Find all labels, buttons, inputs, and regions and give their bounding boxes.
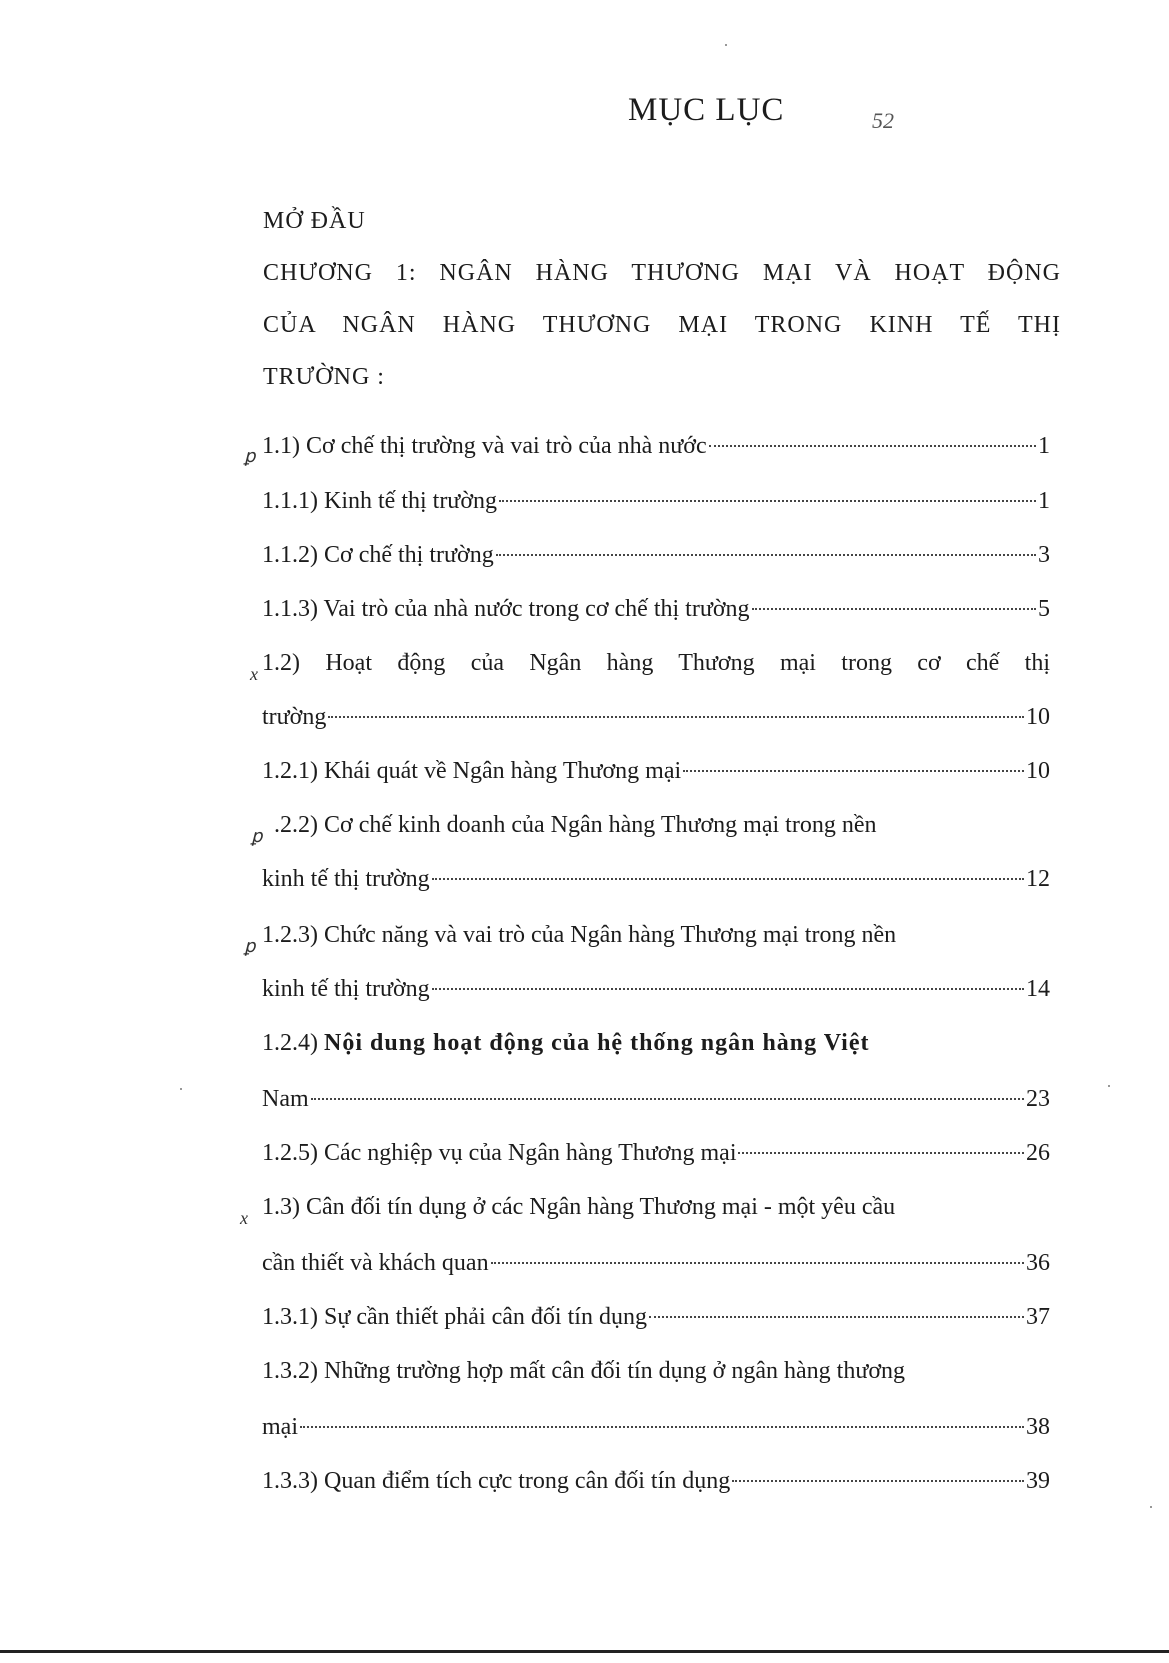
toc-page-number: 39 [1026,1468,1050,1494]
toc-entry-label: Nam [262,1086,309,1112]
margin-mark-3: ꝑ [251,826,263,846]
toc-page-number: 26 [1026,1140,1050,1166]
scan-speck [725,44,727,46]
toc-entry-label: kinh tế thị trường [262,866,430,892]
toc-entry-label: 1.2.5) Các nghiệp vụ của Ngân hàng Thương mại [262,1140,737,1166]
scan-speck [1108,1085,1110,1087]
toc-entry-label: 1.1) Cơ chế thị trường và vai trò của nhà nước [262,433,707,459]
toc-entry-1-3-2[interactable] [262,1414,1050,1450]
toc-page-number: 38 [1026,1414,1050,1440]
toc-page-number: 10 [1026,704,1050,730]
toc-entry-1-2-line1[interactable]: 1.2) Hoạt động của Ngân hàng Thương mại trong cơ chế thị [262,650,1050,676]
toc-entry-label: 1.2.1) Khái quát về Ngân hàng Thương mại [262,758,682,784]
toc-entry-1-3[interactable] [262,1250,1050,1286]
toc-leader-dots [499,499,1036,502]
toc-leader-dots [649,1315,1024,1318]
toc-entry-1-3-2-line1[interactable]: 1.3.2) Những trường hợp mất cân đối tín dụng ở ngân hàng thương [262,1358,906,1384]
toc-leader-dots [432,877,1024,880]
toc-entry-label: cần thiết và khách quan [262,1250,489,1276]
toc-entry-bold-label: Nội dung hoạt động của hệ thống ngân hàng Việt [324,1030,870,1056]
margin-mark-5: x [240,1208,248,1228]
intro-heading: MỞ ĐẦU [263,208,366,234]
toc-entry-label: 1.1.3) Vai trò của nhà nước trong cơ chế thị trường [262,596,750,622]
toc-entry-1-3-3[interactable] [262,1468,1050,1504]
toc-entry-1-2-5[interactable] [262,1140,1050,1176]
chapter-heading-line3: TRƯỜNG : [263,364,385,390]
toc-entry-1-3-line1[interactable]: 1.3) Cân đối tín dụng ở các Ngân hàng Thương mại - một yêu cầu [262,1194,896,1220]
toc-leader-dots [432,987,1024,990]
toc-leader-dots [738,1151,1024,1154]
toc-page-number: 36 [1026,1250,1050,1276]
toc-page-number: 5 [1038,596,1050,622]
toc-entry-1-2-4-line1[interactable] [262,1030,1050,1057]
toc-entry-1-2-2[interactable] [262,866,1050,902]
toc-entry-1-2-1[interactable] [262,758,1050,794]
margin-mark-4: ꝑ [244,936,256,956]
toc-entry-1-1-3[interactable] [262,596,1050,632]
toc-leader-dots [311,1097,1024,1100]
toc-entry-label: trường [262,704,327,730]
toc-page-number: 3 [1038,542,1050,568]
scan-speck [1150,1506,1152,1508]
page-title: MỤC LỤC [628,92,785,128]
toc-entry-label: 1.1.1) Kinh tế thị trường [262,488,498,514]
toc-leader-dots [328,715,1024,718]
toc-entry-1-1[interactable] [262,433,1050,469]
toc-leader-dots [752,607,1036,610]
toc-page-number: 10 [1026,758,1050,784]
toc-entry-label: 1.1.2) Cơ chế thị trường [262,542,494,568]
toc-leader-dots [709,444,1036,447]
toc-leader-dots [491,1261,1024,1264]
margin-mark-1: ꝑ [244,446,256,466]
toc-entry-label: 1.3.1) Sự cần thiết phải cân đối tín dụng [262,1304,647,1330]
toc-entry-1-2-3[interactable] [262,976,1050,1012]
toc-entry-1-2[interactable] [262,704,1050,740]
scan-speck [180,1088,182,1090]
toc-entry-1-2-3-line1[interactable]: 1.2.3) Chức năng và vai trò của Ngân hàng Thương mại trong nền [262,922,897,948]
toc-entry-1-3-1[interactable] [262,1304,1050,1340]
toc-entry-1-2-4[interactable] [262,1086,1050,1122]
toc-leader-dots [300,1425,1024,1428]
toc-page-number: 37 [1026,1304,1050,1330]
toc-leader-dots [683,769,1024,772]
page-bottom-edge [0,1650,1169,1653]
toc-page-number: 14 [1026,976,1050,1002]
toc-page-number: 1 [1038,433,1050,459]
toc-entry-label: mại [262,1414,298,1440]
toc-entry-prefix: 1.2.4) [262,1030,324,1056]
toc-page-number: 23 [1026,1086,1050,1112]
toc-entry-label: 1.3.3) Quan điểm tích cực trong cân đối tín dụng [262,1468,731,1494]
toc-entry-1-1-2[interactable] [262,542,1050,578]
margin-mark-2: x [250,664,258,684]
chapter-heading-line2: CỦA NGÂN HÀNG THƯƠNG MẠI TRONG KINH TẾ THỊ [263,312,1061,338]
toc-entry-label: kinh tế thị trường [262,976,430,1002]
toc-page-number: 1 [1038,488,1050,514]
toc-page-number: 12 [1026,866,1050,892]
handwritten-page-note: 52 [872,108,894,133]
toc-leader-dots [732,1479,1024,1482]
toc-entry-1-1-1[interactable] [262,488,1050,524]
toc-leader-dots [496,553,1036,556]
chapter-heading-line1: CHƯƠNG 1: NGÂN HÀNG THƯƠNG MẠI VÀ HOẠT ĐỘNG [263,260,1061,286]
toc-entry-1-2-2-line1[interactable]: .2.2) Cơ chế kinh doanh của Ngân hàng Thương mại trong nền [274,812,877,838]
